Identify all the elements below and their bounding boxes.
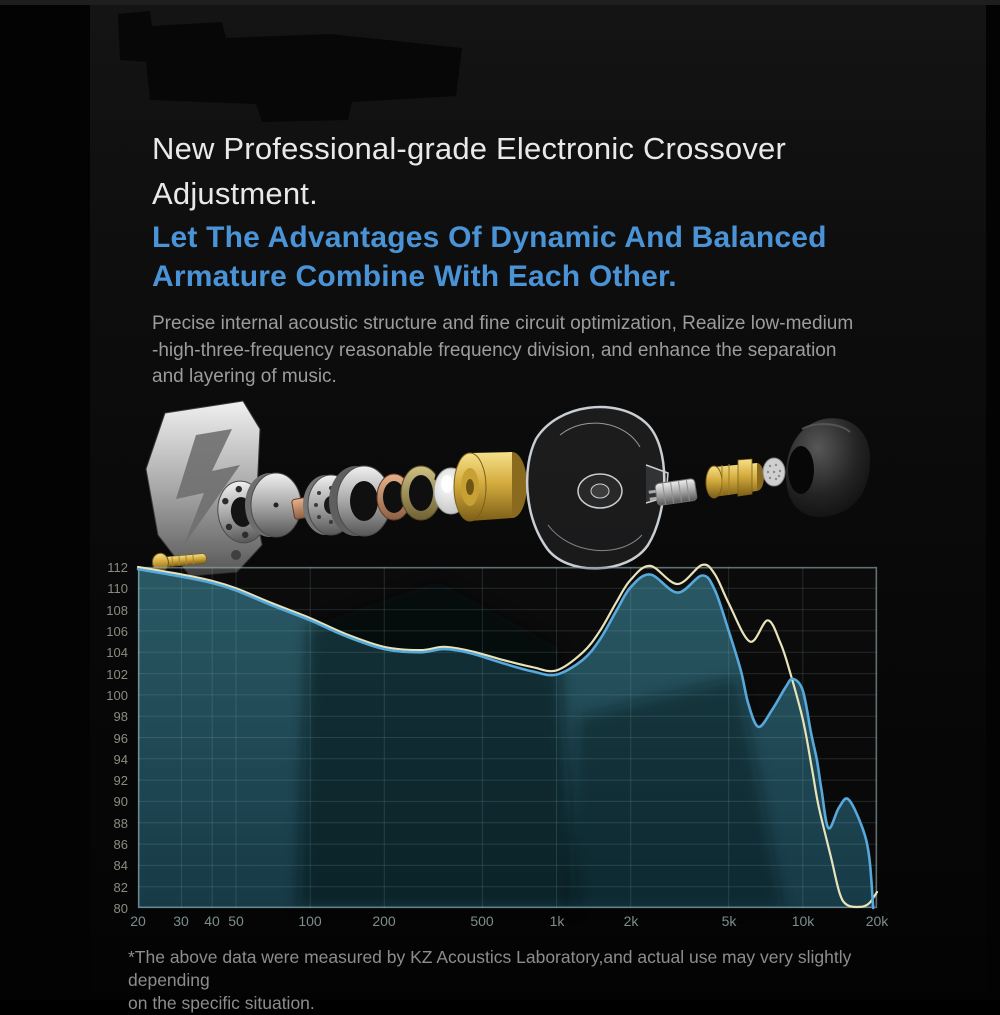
earphone-photo-silhouette bbox=[0, 0, 520, 130]
y-tick-label: 108 bbox=[106, 603, 128, 618]
y-tick-label: 112 bbox=[107, 560, 128, 575]
y-tick-label: 92 bbox=[113, 773, 128, 788]
y-tick-label: 80 bbox=[113, 901, 128, 916]
y-tick-label: 110 bbox=[107, 581, 128, 596]
y-tick-label: 100 bbox=[106, 688, 128, 703]
footnote bbox=[128, 946, 928, 1015]
y-axis-labels bbox=[92, 560, 132, 916]
description-line-1: Precise internal acoustic structure and fine circuit optimization, Realize low-medium bbox=[152, 313, 854, 334]
x-tick-label: 500 bbox=[470, 913, 494, 929]
footnote-line-2: on the specific situation. bbox=[128, 993, 315, 1013]
x-tick-label: 20k bbox=[865, 913, 889, 929]
dynamic-driver-magnet bbox=[454, 452, 527, 521]
y-tick-label: 82 bbox=[113, 880, 128, 895]
y-tick-label: 86 bbox=[113, 837, 128, 852]
x-axis-labels bbox=[130, 913, 889, 933]
x-tick-label: 40 bbox=[204, 913, 220, 929]
y-tick-label: 104 bbox=[106, 645, 128, 660]
x-tick-label: 100 bbox=[298, 913, 322, 929]
page-title-line-2: Adjustment. bbox=[152, 176, 318, 211]
gold-nozzle bbox=[706, 459, 764, 498]
page-title-line-1: New Professional-grade Electronic Crossover bbox=[152, 131, 787, 166]
x-tick-label: 10k bbox=[791, 913, 815, 929]
y-tick-label: 88 bbox=[113, 816, 128, 831]
x-tick-label: 2k bbox=[623, 913, 639, 929]
x-tick-label: 1k bbox=[549, 913, 565, 929]
silicone-ear-tip bbox=[786, 418, 870, 517]
x-tick-label: 20 bbox=[130, 913, 146, 929]
y-tick-label: 106 bbox=[106, 624, 128, 639]
page-subtitle-line-2: Armature Combine With Each Other. bbox=[152, 260, 677, 293]
x-tick-label: 50 bbox=[228, 913, 244, 929]
y-tick-label: 98 bbox=[113, 709, 128, 724]
transparent-shell bbox=[527, 407, 668, 569]
frequency-response-chart bbox=[138, 567, 877, 908]
x-tick-label: 200 bbox=[372, 913, 396, 929]
description-line-3: and layering of music. bbox=[152, 366, 337, 387]
footnote-line-1: *The above data were measured by KZ Acoustics Laboratory,and actual use may very slightly depending bbox=[128, 947, 852, 990]
page-title bbox=[152, 126, 786, 216]
y-tick-label: 96 bbox=[113, 731, 128, 746]
y-tick-label: 90 bbox=[113, 794, 128, 809]
mesh-filter bbox=[763, 458, 785, 486]
description-line-2: -high-three-frequency reasonable frequency division, and enhance the separation bbox=[152, 339, 837, 361]
exploded-earphone-diagram bbox=[0, 395, 1000, 590]
y-tick-label: 84 bbox=[113, 858, 128, 873]
y-tick-label: 94 bbox=[113, 752, 128, 767]
y-tick-label: 102 bbox=[106, 667, 128, 682]
description-paragraph bbox=[152, 311, 853, 391]
page-subtitle bbox=[152, 218, 827, 296]
page-subtitle-line-1: Let The Advantages Of Dynamic And Balanced bbox=[152, 221, 827, 254]
x-tick-label: 30 bbox=[173, 913, 189, 929]
x-tick-label: 5k bbox=[721, 913, 737, 929]
